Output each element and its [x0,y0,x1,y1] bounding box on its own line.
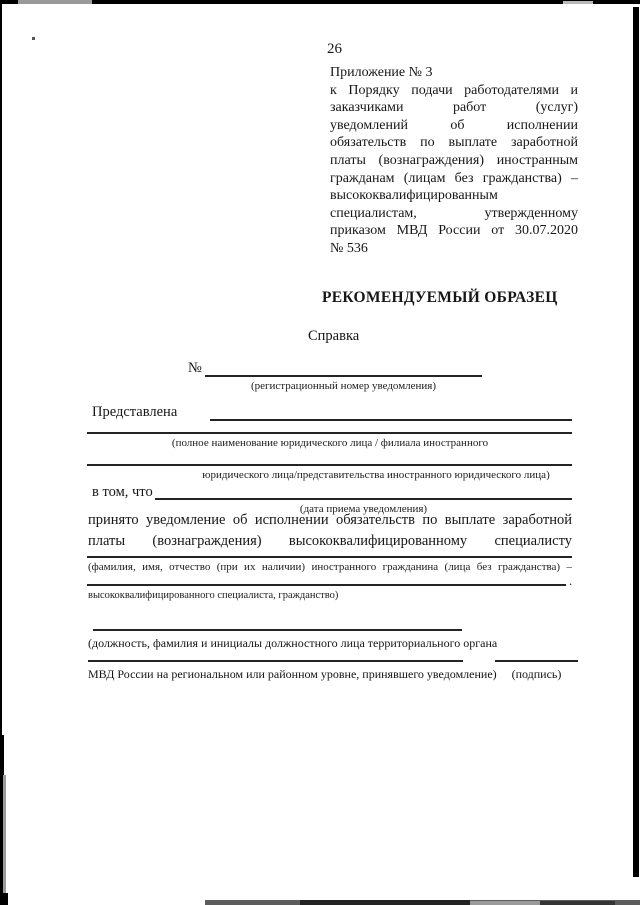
appendix-line: высококвалифицированным [330,188,498,204]
recommended-sample-heading: РЕКОМЕНДУЕМЫЙ ОБРАЗЕЦ [322,289,558,306]
body-text-line-2: платы (вознаграждения) высококвалифицированному специалисту [88,533,572,549]
org-name-caption-1: (полное наименование юридического лица / филиала иностранного [171,437,489,449]
appendix-line: № 536 [330,240,368,256]
scan-artifact-right-edge [633,7,639,877]
appendix-line: заказчиками работ (услуг) [330,100,578,116]
scan-artifact-bottom-edge-dark [300,900,470,905]
scan-artifact-bottom-edge-gray [470,901,540,905]
appendix-line: уведомлений об исполнении [330,117,578,133]
scan-artifact-speck [32,37,35,40]
page-number: 26 [327,41,342,57]
registration-number-line [205,375,482,377]
person-name-caption-1: (фамилия, имя, отчество (при их наличии) иностранного гражданина (лица без гражданства) – [88,561,572,573]
official-line-2 [88,660,463,662]
date-caption: (дата приема уведомления) [299,503,428,515]
org-name-line-1 [87,432,572,434]
appendix-line: приказом МВД России от 30.07.2020 [330,223,578,239]
appendix-line: обязательств по выплате заработной [330,135,578,151]
presented-label: Представлена [92,404,178,420]
appendix-line: платы (вознаграждения) иностранным [330,152,578,168]
that-label: в том, что [92,484,153,500]
official-caption-2: МВД России на региональном или районном уровне, принявшего уведомление) [88,667,497,681]
org-name-caption-2: юридического лица/представительства иностранного юридического лица) [202,469,550,481]
trailing-period: . [569,573,573,588]
presented-line [210,419,572,421]
signature-line [495,660,578,662]
scan-artifact-top-edge-gray [18,0,92,4]
appendix-header [330,64,578,258]
scan-artifact-left-edge-gray [3,775,6,900]
number-label: № [188,360,202,376]
appendix-line: к Порядку подачи работодателями и [330,82,578,98]
registration-number-caption: (регистрационный номер уведомления) [250,380,437,392]
appendix-line: гражданам (лицам без гражданства) – [330,170,578,186]
body-text-line-1: принято уведомление об исполнении обязательств по выплате заработной [88,512,572,528]
person-name-caption-2: высококвалифицированного специалиста, гражданство) [88,590,339,601]
signature-caption: (подпись) [511,667,562,681]
official-caption-1: (должность, фамилия и инициалы должностного лица территориального органа [88,636,498,650]
org-name-line-2 [87,464,572,466]
scan-artifact-bottom-edge-dark2 [540,901,615,905]
spravka-subheading: Справка [308,328,360,344]
person-name-line-1 [87,556,572,558]
scan-artifact-bottom-left-corner [0,893,8,905]
person-name-line-2 [87,584,566,586]
scan-artifact-top-edge [0,0,640,4]
scan-artifact-top-edge-gray2 [563,1,593,4]
appendix-line: специалистам, утвержденному [330,205,578,221]
date-line [155,498,572,500]
official-line-1 [93,629,462,631]
appendix-line: Приложение № 3 [330,65,433,80]
